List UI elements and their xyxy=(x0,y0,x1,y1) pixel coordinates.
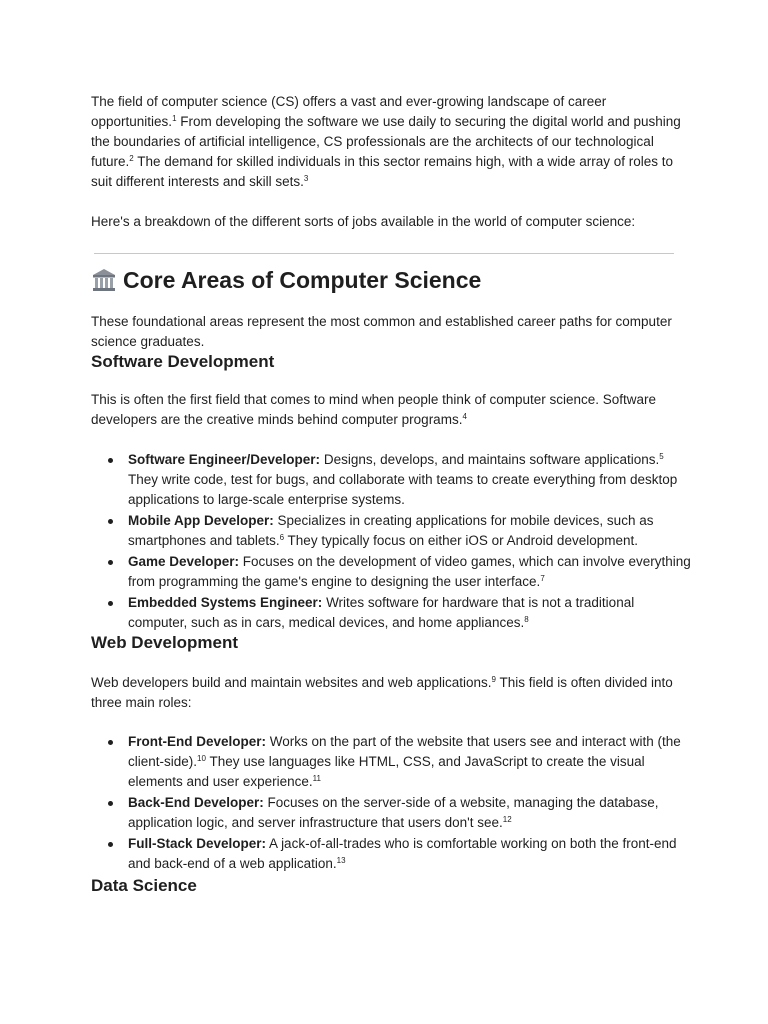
role-title: Back-End Developer: xyxy=(128,795,264,810)
list-item xyxy=(91,732,691,792)
bullet-icon xyxy=(108,458,113,463)
software-development-heading: Software Development xyxy=(91,352,275,371)
data-science-heading: Data Science xyxy=(91,876,197,895)
web-development-intro xyxy=(91,673,683,713)
bullet-icon xyxy=(108,740,113,745)
classical-building-icon xyxy=(91,267,117,293)
role-title: Embedded Systems Engineer: xyxy=(128,595,323,610)
list-item xyxy=(91,793,691,833)
list-item xyxy=(91,450,691,510)
text-run: Specializes in creating applications for mobile devices, such as smartphones and tablets. xyxy=(128,513,654,548)
footnote-ref: 9 xyxy=(491,675,496,684)
software-development-intro xyxy=(91,390,683,430)
web-roles-list xyxy=(91,732,691,875)
bullet-icon xyxy=(108,842,113,847)
text-run: A jack-of-all-trades who is comfortable working on both the front-end and back-end of a web application. xyxy=(128,836,677,871)
bullet-icon xyxy=(108,801,113,806)
role-title: Game Developer: xyxy=(128,554,240,569)
list-item xyxy=(91,593,691,633)
footnote-ref: 4 xyxy=(462,412,467,421)
footnote-ref: 3 xyxy=(303,174,309,183)
list-item xyxy=(91,552,691,592)
footnote-ref: 11 xyxy=(312,774,321,783)
list-item xyxy=(91,834,691,874)
footnote-ref: 10 xyxy=(197,754,206,763)
text-run: Focuses on the server-side of a website, managing the database, application logic, and server infrastructure that users don't see. xyxy=(128,795,659,830)
text-run: From developing the software we use daily to securing the digital world and pushing the boundaries of artificial intelligence, CS professionals are the architects of our technological future. xyxy=(91,114,681,169)
text-run: Works on the part of the website that users see and interact with (the client-side). xyxy=(128,734,681,769)
footnote-ref: 6 xyxy=(279,533,285,542)
text-run: Web developers build and maintain websites and web applications. xyxy=(91,675,492,690)
footnote-ref: 7 xyxy=(540,574,545,583)
intro-paragraph xyxy=(91,92,683,192)
section-divider xyxy=(94,253,674,254)
text-run: Writes software for hardware that is not a traditional computer, such as in cars, medical devices, and home appliances. xyxy=(128,595,635,630)
text-run: Designs, develops, and maintains software applications. xyxy=(320,452,660,467)
text-run: This field is often divided into three main roles: xyxy=(91,675,673,710)
text-run: They typically focus on either iOS or Android development. xyxy=(284,533,638,548)
role-title: Front-End Developer: xyxy=(128,734,267,749)
bullet-icon xyxy=(108,519,113,524)
role-title: Software Engineer/Developer: xyxy=(128,452,321,467)
footnote-ref: 2 xyxy=(129,154,134,163)
core-areas-description: These foundational areas represent the most common and established career paths for computer science graduates. xyxy=(91,314,672,349)
footnote-ref: 5 xyxy=(659,452,664,461)
core-areas-heading xyxy=(91,264,481,296)
text-run: The field of computer science (CS) offers a vast and ever-growing landscape of career opportunities. xyxy=(91,94,607,129)
bullet-icon xyxy=(108,601,113,606)
text-run: They write code, test for bugs, and collaborate with teams to create everything from desktop applications to large-scale enterprise systems. xyxy=(128,472,678,507)
intro-lead-in: Here's a breakdown of the different sorts of jobs available in the world of computer science: xyxy=(91,214,636,229)
text-run: Focuses on the development of video games, which can involve everything from programming the game's engine to designing the user interface. xyxy=(128,554,691,589)
bullet-icon xyxy=(108,560,113,565)
web-development-heading: Web Development xyxy=(91,633,239,652)
software-roles-list xyxy=(91,450,691,634)
text-run: This is often the first field that comes to mind when people think of computer science. Software developers are the creative minds behind computer programs. xyxy=(91,392,657,427)
role-title: Mobile App Developer: xyxy=(128,513,274,528)
role-title: Full-Stack Developer: xyxy=(128,836,267,851)
text-run: They use languages like HTML, CSS, and JavaScript to create the visual elements and user experience. xyxy=(128,754,645,789)
footnote-ref: 13 xyxy=(336,856,346,865)
list-item xyxy=(91,511,691,551)
footnote-ref: 1 xyxy=(172,114,177,123)
core-areas-title: Core Areas of Computer Science xyxy=(123,267,482,293)
text-run: The demand for skilled individuals in this sector remains high, with a wide array of roles to suit different interests and skill sets. xyxy=(91,154,673,189)
footnote-ref: 12 xyxy=(502,815,512,824)
footnote-ref: 8 xyxy=(524,615,529,624)
